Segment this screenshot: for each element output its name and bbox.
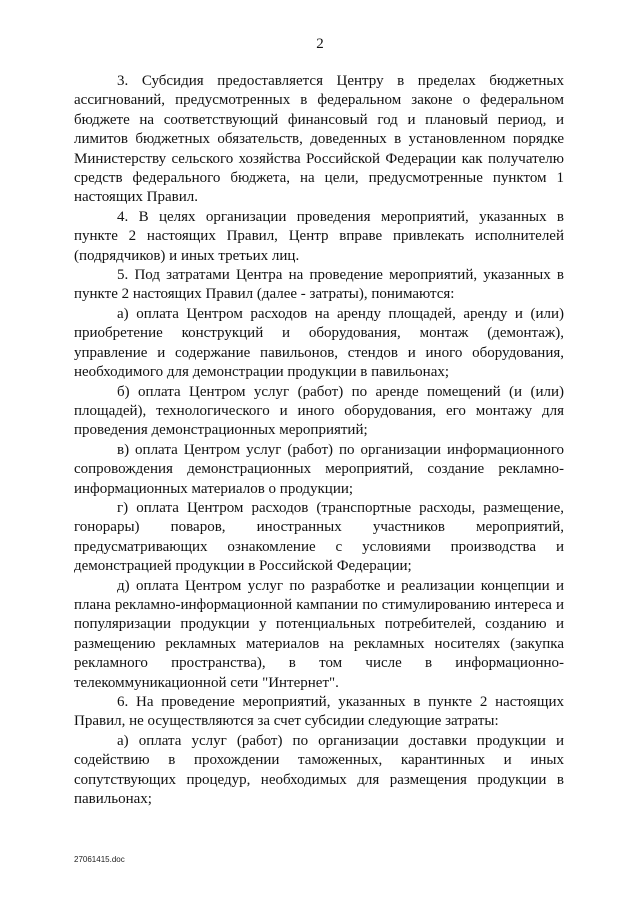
paragraph-3: 3. Субсидия предоставляется Центру в пределах бюджетных ассигнований, предусмотренных в федеральном законе о федеральном бюджете на соответствующий финансовый год и плановый период, и лимитов бюджетных обязательств, доведенных в установленном порядке Министерству сельского хозяйства Российской Федерации как получателю средств федерального бюджета, на цели, предусмотренные пунктом 1 настоящих Правил. xyxy=(74,73,564,206)
paragraph-4: 4. В целях организации проведения мероприятий, указанных в пункте 2 настоящих Правил, Центр вправе привлекать исполнителей (подрядчиков) и иных третьих лиц. xyxy=(74,208,564,264)
paragraph-5d: д) оплата Центром услуг по разработке и реализации концепции и плана рекламно-информационной кампании по стимулированию интереса и популяризации продукции у потенциальных потребителей, созданию и размещению рекламных материалов на рекламных носителях (закупка рекламного пространства), в том числе в информационно-телекоммуникационной сети "Интернет". xyxy=(74,577,564,691)
paragraph-5v: в) оплата Центром услуг (работ) по организации информационного сопровождения демонстрационных мероприятий, создание рекламно-информационных материалов о продукции; xyxy=(74,441,564,497)
footer-filename: 27061415.doc xyxy=(74,855,125,864)
paragraph-5: 5. Под затратами Центра на проведение мероприятий, указанных в пункте 2 настоящих Правил (далее - затраты), понимаются: xyxy=(74,267,564,303)
paragraph-5b: б) оплата Центром услуг (работ) по аренде помещений (и (или) площадей), технологического и иного оборудования, его монтажу для проведения демонстрационных мероприятий; xyxy=(74,383,564,439)
document-body xyxy=(74,72,564,809)
paragraph-6a: а) оплата услуг (работ) по организации доставки продукции и содействию в прохождении таможенных, карантинных и иных сопутствующих процедур, необходимых для размещения продукции в павильонах; xyxy=(74,732,564,808)
page-number: 2 xyxy=(316,36,324,52)
paragraph-5a: а) оплата Центром расходов на аренду площадей, аренду и (или) приобретение конструкций и оборудования, монтаж (демонтаж), управление и содержание павильонов, стендов и иного оборудования, необходимого для демонстрации продукции в павильонах; xyxy=(74,305,564,381)
paragraph-5g: г) оплата Центром расходов (транспортные расходы, размещение, гонорары) поваров, иностранных участников мероприятий, предусматривающих ознакомление с условиями производства и демонстрацией продукции в Российской Федерации; xyxy=(74,499,564,575)
paragraph-6: 6. На проведение мероприятий, указанных в пункте 2 настоящих Правил, не осуществляются за счет субсидии следующие затраты: xyxy=(74,694,564,730)
